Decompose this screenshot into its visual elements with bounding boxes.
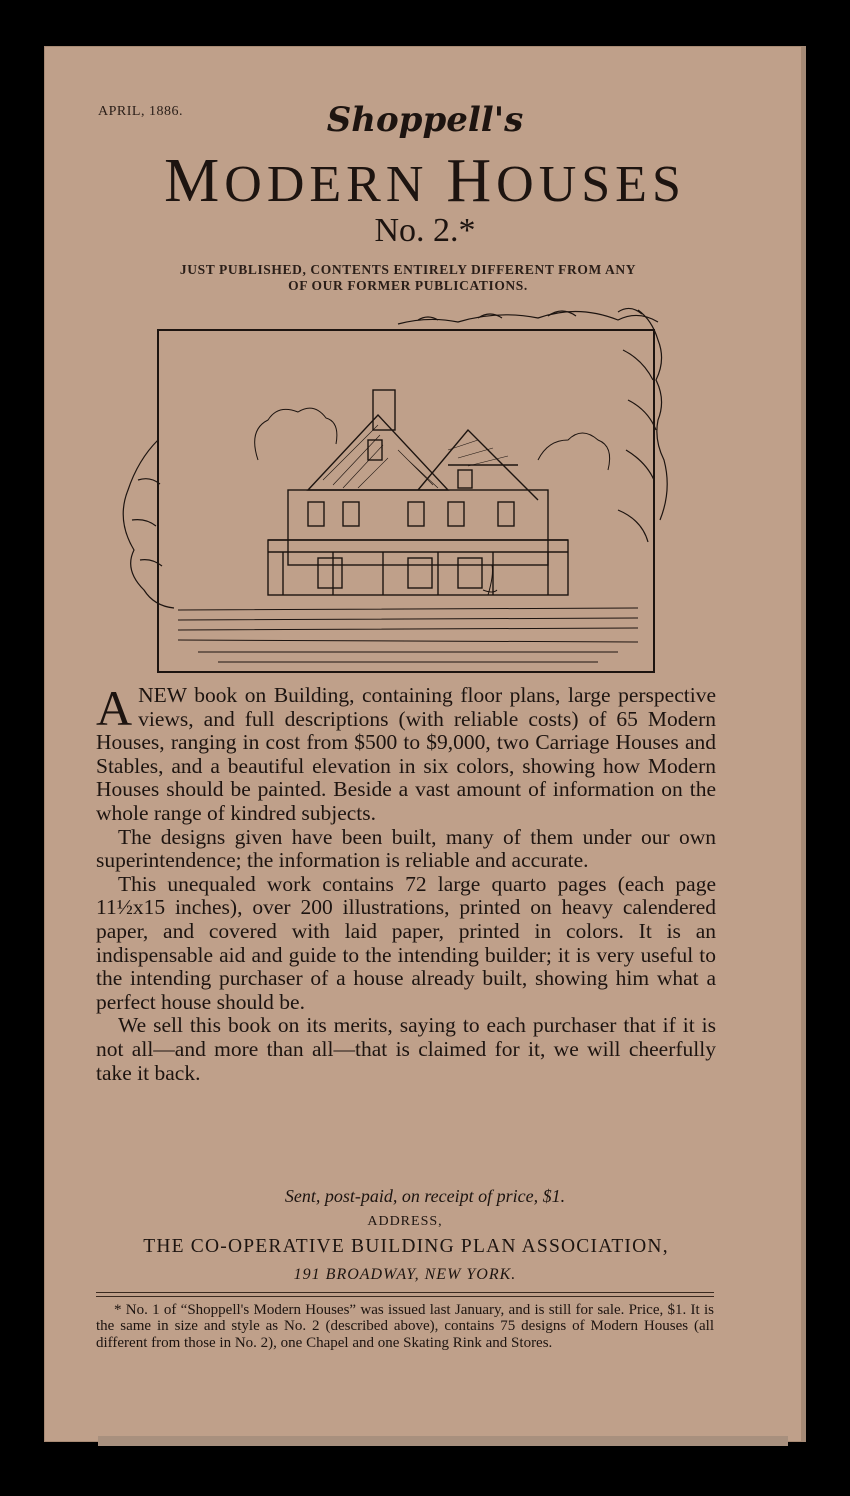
issue-date: APRIL, 1886.: [98, 104, 183, 119]
footnote: * No. 1 of “Shoppell's Modern Houses” was issued last January, and is still for sale. Price, $1. It is the same in size and style as No. 2 (described above), contains 75 designs of Modern Houses (all different from those in No. 2), one Chapel and one Skating Rink and Stores.: [96, 1302, 714, 1351]
title-word-2: OUSES: [496, 156, 686, 213]
brand-name: Shoppell's: [326, 100, 524, 140]
subtitle-line-2: OF OUR FORMER PUBLICATIONS.: [288, 278, 528, 293]
paragraph-3: This unequaled work contains 72 large quarto pages (each page 11½x15 inches), over 200 illustrations, printed on heavy calendered paper, and covered with laid paper, printed in colors. It is an indispensable aid and guide to the intending builder; it is very useful to the intending purchaser of a house already built, showing him what a perfect house should be.: [96, 871, 716, 1014]
paragraph-4: We sell this book on its merits, saying to each purchaser that if it is not all—and more than all—that is claimed for it, we will cheerfully take it back.: [96, 1013, 716, 1085]
subtitle-line-1: JUST PUBLISHED, CONTENTS ENTIRELY DIFFERENT FROM ANY: [179, 262, 637, 277]
title-initial-h: H: [446, 147, 497, 215]
title-word-1: ODERN: [224, 156, 447, 213]
house-engraving-icon: [118, 290, 700, 678]
association-name: THE CO-OPERATIVE BUILDING PLAN ASSOCIATION,: [143, 1236, 669, 1257]
drop-cap: A: [96, 680, 133, 736]
divider-rule: [96, 1296, 714, 1297]
paragraph-1-text: NEW book on Building, containing floor plans, large perspective views, and full descriptions (with reliable costs) of 65 Modern Houses, ranging in cost from $500 to $9,000, two Carriage Houses and Stables, and a beautiful elevation in six colors, showing how Modern Houses should be painted. Beside a vast amount of information on the whole range of kindred subjects.: [96, 683, 716, 825]
page-edge: [98, 1436, 788, 1446]
divider-rule: [96, 1292, 714, 1293]
price-line: Sent, post-paid, on receipt of price, $1.: [284, 1186, 566, 1206]
issue-number: No. 2.*: [374, 212, 476, 249]
paragraph-2: The designs given have been built, many of them under our own superintendence; the information is reliable and accurate.: [96, 824, 716, 873]
address-label: ADDRESS,: [367, 1214, 443, 1229]
title-initial-m: M: [164, 147, 225, 215]
page-title: [0, 146, 850, 217]
street-address: 191 BROADWAY, NEW YORK.: [293, 1266, 517, 1283]
paragraph-1: [96, 680, 716, 826]
body-text: [96, 680, 716, 1085]
